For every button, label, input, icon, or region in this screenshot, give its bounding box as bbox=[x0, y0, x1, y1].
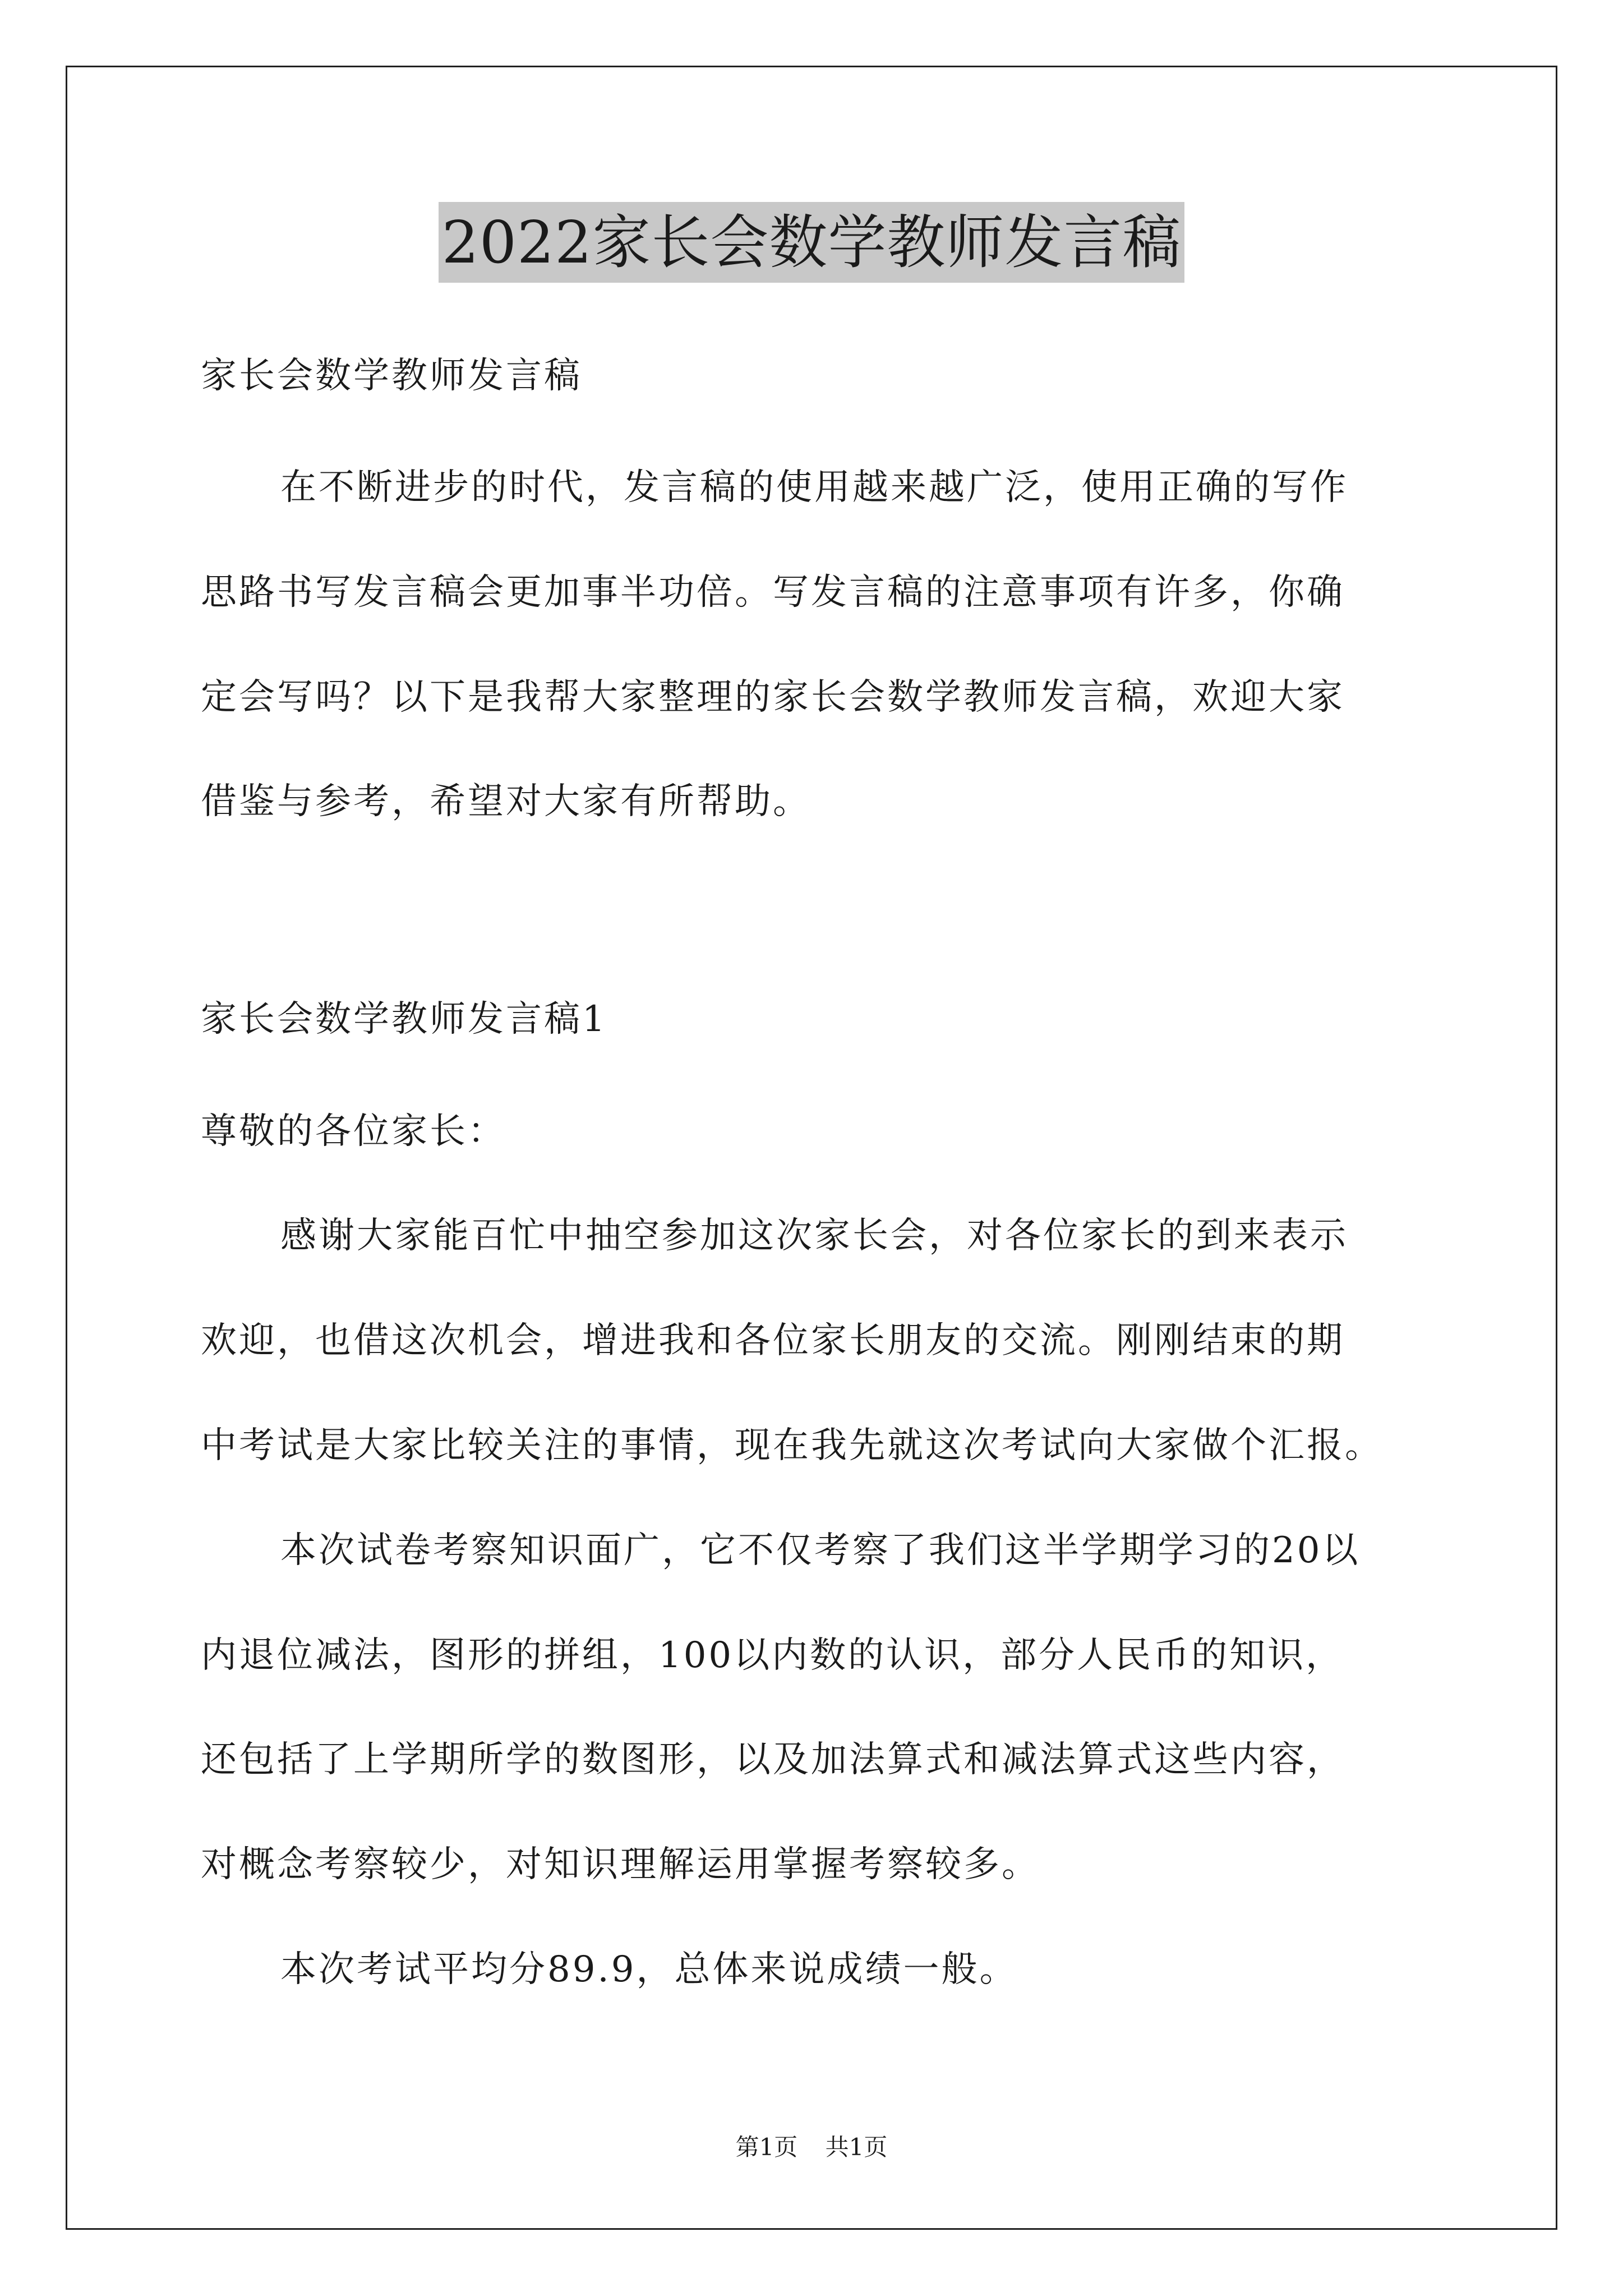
subtitle: 家长会数学教师发言稿 bbox=[201, 355, 582, 397]
intro-line-4: 借鉴与参考，希望对大家有所帮助。 bbox=[201, 781, 811, 822]
para2-line-2: 内退位减法，图形的拼组，100以内数的认识，部分人民币的知识， bbox=[201, 1635, 1344, 1676]
para1-line-2: 欢迎，也借这次机会，增进我和各位家长朋友的交流。刚刚结束的期 bbox=[201, 1320, 1345, 1361]
page-footer bbox=[0, 2132, 1623, 2163]
section-heading: 家长会数学教师发言稿1 bbox=[201, 999, 607, 1040]
page-number-current: 第1页 bbox=[735, 2133, 798, 2161]
title-wrap bbox=[0, 202, 1623, 283]
document-title: 2022家长会数学教师发言稿 bbox=[439, 202, 1185, 283]
intro-line-3: 定会写吗？以下是我帮大家整理的家长会数学教师发言稿，欢迎大家 bbox=[201, 677, 1345, 718]
page-number-total: 共1页 bbox=[825, 2133, 888, 2161]
para2-line-3: 还包括了上学期所学的数图形，以及加法算式和减法算式这些内容， bbox=[201, 1739, 1345, 1780]
para2-line-1: 本次试卷考察知识面广，它不仅考察了我们这半学期学习的20以 bbox=[280, 1530, 1361, 1571]
intro-line-1: 在不断进步的时代，发言稿的使用越来越广泛，使用正确的写作 bbox=[280, 467, 1348, 508]
para2-line-4: 对概念考察较少，对知识理解运用掌握考察较多。 bbox=[201, 1844, 1040, 1885]
para3-line-1: 本次考试平均分89.9，总体来说成绩一般。 bbox=[280, 1949, 1018, 1990]
para1-line-1: 感谢大家能百忙中抽空参加这次家长会，对各位家长的到来表示 bbox=[280, 1215, 1348, 1257]
salutation: 尊敬的各位家长： bbox=[201, 1111, 506, 1152]
intro-line-2: 思路书写发言稿会更加事半功倍。写发言稿的注意事项有许多，你确 bbox=[201, 572, 1345, 613]
para1-line-3: 中考试是大家比较关注的事情，现在我先就这次考试向大家做个汇报。 bbox=[201, 1425, 1383, 1466]
